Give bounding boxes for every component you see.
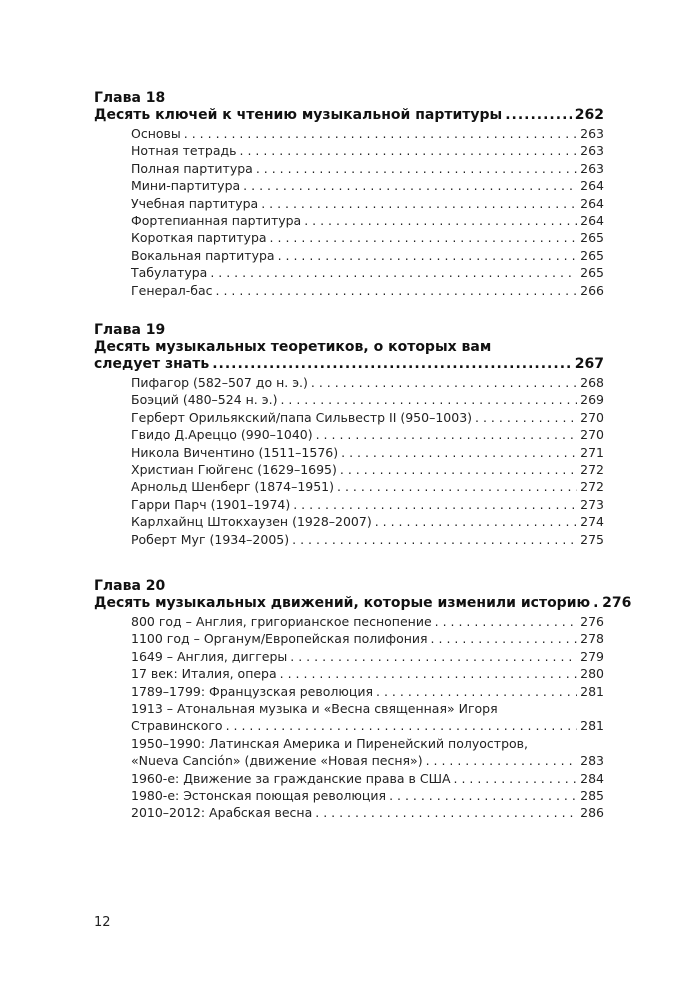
- toc-entry[interactable]: [131, 409, 604, 426]
- dot-leader: [431, 630, 578, 647]
- toc-entry[interactable]: [131, 804, 604, 821]
- toc-entry[interactable]: [131, 478, 604, 495]
- dot-leader: [593, 595, 599, 612]
- dot-leader: [290, 648, 577, 665]
- chapter-title-text: Десять музыкальных движений, которые изменили историю: [94, 595, 591, 611]
- dot-leader: [243, 177, 577, 194]
- entry-title: 2010–2012: Арабская весна: [131, 805, 313, 821]
- dot-leader: [256, 160, 577, 177]
- toc-entry[interactable]: [131, 125, 604, 142]
- entry-title: Никола Вичентино (1511–1576): [131, 444, 339, 460]
- entry-title-last-line: [131, 717, 604, 734]
- dot-leader: [426, 752, 578, 769]
- entry-page-number: 284: [580, 770, 604, 786]
- dot-leader: [280, 391, 577, 408]
- chapter-page-number: 262: [574, 107, 604, 123]
- entry-page-number: 270: [580, 409, 604, 425]
- entry-list: [131, 125, 604, 299]
- dot-leader: [341, 444, 577, 461]
- toc-entry[interactable]: [131, 264, 604, 281]
- dot-leader: [280, 665, 577, 682]
- toc-entry[interactable]: [131, 787, 604, 804]
- entry-page-number: 278: [580, 631, 604, 647]
- entry-title-last-line: [131, 752, 604, 769]
- toc-entry[interactable]: [131, 391, 604, 408]
- entry-page-number: 270: [580, 427, 604, 443]
- entry-page-number: 272: [580, 462, 604, 478]
- toc-entry[interactable]: [131, 374, 604, 391]
- toc-entry[interactable]: [131, 630, 604, 647]
- chapter-title[interactable]: [94, 356, 604, 373]
- dot-leader: [261, 195, 577, 212]
- entry-page-number: 279: [580, 648, 604, 664]
- entry-page-number: 263: [580, 160, 604, 176]
- entry-page-number: 264: [580, 195, 604, 211]
- toc-entry[interactable]: [131, 282, 604, 299]
- entry-page-number: 273: [580, 496, 604, 512]
- entry-title: Боэций (480–524 н. э.): [131, 392, 278, 408]
- entry-page-number: 264: [580, 213, 604, 229]
- page-number: 12: [94, 915, 111, 930]
- entry-title: Гарри Парч (1901–1974): [131, 496, 291, 512]
- toc-entry-multiline[interactable]: [131, 735, 604, 770]
- dot-leader: [435, 613, 578, 630]
- toc-entry[interactable]: [131, 195, 604, 212]
- dot-leader: [216, 282, 578, 299]
- entry-page-number: 272: [580, 479, 604, 495]
- toc-entry[interactable]: [131, 461, 604, 478]
- dot-leader: [226, 717, 578, 734]
- toc-entry[interactable]: [131, 770, 604, 787]
- dot-leader: [375, 513, 577, 530]
- dot-leader: [454, 770, 578, 787]
- entry-title: Гвидо Д.Ареццо (990–1040): [131, 427, 313, 443]
- entry-title: 1100 год – Органум/Европейская полифония: [131, 631, 428, 647]
- entry-title: Фортепианная партитура: [131, 213, 302, 229]
- entry-page-number: 274: [580, 514, 604, 530]
- toc-entry[interactable]: [131, 177, 604, 194]
- toc-entry[interactable]: [131, 683, 604, 700]
- entry-page-number: 271: [580, 444, 604, 460]
- entry-title: Пифагор (582–507 до н. э.): [131, 375, 308, 390]
- entry-page-number: 276: [580, 614, 604, 629]
- toc-entry[interactable]: [131, 531, 604, 548]
- entry-page-number: 266: [580, 282, 604, 298]
- entry-title: Полная партитура: [131, 160, 253, 176]
- chapter-label: Глава 18: [94, 90, 166, 106]
- chapter-page-number: 276: [602, 595, 632, 611]
- entry-page-number: 265: [580, 230, 604, 246]
- toc-entry[interactable]: [131, 229, 604, 246]
- entry-title-line: 1950–1990: Латинская Америка и Пиренейский полуостров,: [131, 735, 528, 751]
- dot-leader: [278, 247, 578, 264]
- entry-title: 1980-е: Эстонская поющая революция: [131, 788, 387, 804]
- entry-page-number: 286: [580, 805, 604, 821]
- chapter-20: [94, 578, 632, 822]
- dot-leader: [340, 461, 577, 478]
- entry-page-number: 264: [580, 178, 604, 194]
- entry-page-number: 280: [580, 666, 604, 682]
- entry-page-number: 268: [580, 375, 604, 390]
- entry-title-line: 1913 – Атональная музыка и «Весна священная» Игоря: [131, 701, 498, 717]
- chapter-title[interactable]: [94, 595, 632, 612]
- dot-leader: [475, 409, 577, 426]
- dot-leader: [316, 426, 578, 443]
- entry-title: Нотная тетрадь: [131, 143, 237, 159]
- toc-entry[interactable]: [131, 648, 604, 665]
- entry-page-number: 263: [580, 143, 604, 159]
- entry-page-number: 265: [580, 247, 604, 263]
- entry-title: Учебная партитура: [131, 195, 259, 211]
- toc-entry[interactable]: [131, 665, 604, 682]
- dot-leader: [212, 356, 572, 373]
- entry-title: Основы: [131, 126, 181, 141]
- dot-leader: [337, 478, 577, 495]
- entry-page-number: 269: [580, 392, 604, 408]
- toc-entry[interactable]: [131, 160, 604, 177]
- toc-entry[interactable]: [131, 247, 604, 264]
- chapter-page-number: 267: [574, 356, 604, 372]
- dot-leader: [184, 125, 577, 142]
- dot-leader: [376, 683, 577, 700]
- toc-entry[interactable]: [131, 212, 604, 229]
- entry-title: Христиан Гюйгенс (1629–1695): [131, 462, 337, 478]
- entry-title: Табулатура: [131, 265, 208, 281]
- chapter-title-line: Десять музыкальных теоретиков, о которых вам: [94, 339, 492, 355]
- entry-title: Герберт Орильякский/папа Сильвестр II (950–1003): [131, 409, 473, 425]
- entry-page-number: 265: [580, 265, 604, 281]
- entry-title: Короткая партитура: [131, 230, 267, 246]
- chapter-19: [94, 322, 604, 548]
- entry-title: Вокальная партитура: [131, 247, 275, 263]
- entry-list: [131, 374, 604, 548]
- toc-entry[interactable]: [131, 444, 604, 461]
- dot-leader: [315, 804, 577, 821]
- entry-page-number: 275: [580, 531, 604, 547]
- entry-title: 17 век: Италия, опера: [131, 666, 277, 682]
- entry-list: [131, 613, 604, 822]
- chapter-title-text: следует знать: [94, 356, 210, 372]
- entry-title: Стравинского: [131, 718, 223, 734]
- dot-leader: [240, 142, 578, 159]
- entry-title: Карлхайнц Штокхаузен (1928–2007): [131, 514, 372, 530]
- entry-title: Мини-партитура: [131, 178, 241, 194]
- chapter-label: Глава 20: [94, 578, 166, 594]
- entry-title: 1649 – Англия, диггеры: [131, 648, 288, 664]
- toc-entry[interactable]: [131, 513, 604, 530]
- toc-entry-multiline[interactable]: [131, 700, 604, 735]
- chapter-title-text: Десять ключей к чтению музыкальной партитуры: [94, 107, 503, 123]
- dot-leader: [210, 264, 577, 281]
- dot-leader: [311, 374, 577, 391]
- toc-entry[interactable]: [131, 426, 604, 443]
- entry-page-number: 263: [580, 126, 604, 141]
- entry-title: Арнольд Шенберг (1874–1951): [131, 479, 335, 495]
- toc-entry[interactable]: [131, 142, 604, 159]
- entry-title: 1789–1799: Французская революция: [131, 683, 374, 699]
- entry-title: 1960-е: Движение за гражданские права в США: [131, 770, 451, 786]
- dot-leader: [304, 212, 577, 229]
- entry-title: Роберт Муг (1934–2005): [131, 531, 290, 547]
- entry-page-number: 281: [580, 718, 604, 734]
- entry-page-number: 285: [580, 788, 604, 804]
- dot-leader: [293, 496, 577, 513]
- chapter-title[interactable]: [94, 107, 604, 124]
- entry-title: 800 год – Англия, григорианское песнопение: [131, 614, 432, 629]
- chapter-18: [94, 90, 604, 299]
- entry-page-number: 281: [580, 683, 604, 699]
- dot-leader: [389, 787, 577, 804]
- entry-page-number: 283: [580, 753, 604, 769]
- entry-title: Генерал-бас: [131, 282, 213, 298]
- entry-title: «Nueva Canción» (движение «Новая песня»): [131, 753, 423, 769]
- dot-leader: [505, 107, 572, 124]
- toc-entry[interactable]: [131, 496, 604, 513]
- dot-leader: [292, 531, 577, 548]
- dot-leader: [270, 229, 578, 246]
- chapter-label: Глава 19: [94, 322, 166, 338]
- toc-entry[interactable]: [131, 613, 604, 630]
